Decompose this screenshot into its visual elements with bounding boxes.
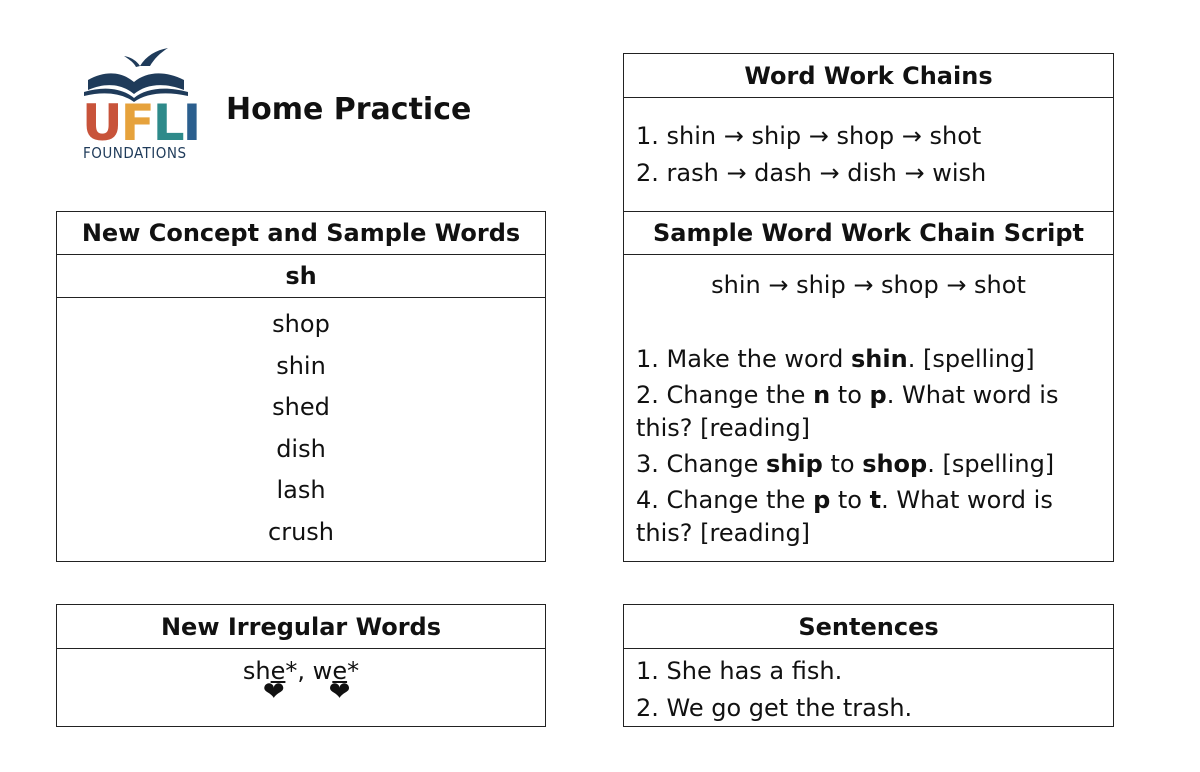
script-steps — [624, 311, 1113, 550]
list-item: shop — [272, 310, 330, 338]
concept-box — [56, 211, 546, 562]
script-step-1: 1. Make the word shin. [spelling] — [636, 345, 1035, 373]
logo-wordmark — [82, 94, 200, 152]
script-step-2: 2. Change the n to p. What word is — [636, 381, 1059, 409]
script-step-2-cont: this? [reading] — [636, 414, 811, 442]
list-item: dish — [276, 434, 326, 463]
logo-letter-u: U — [82, 94, 121, 152]
logo — [78, 44, 198, 164]
irregular-box — [56, 604, 546, 727]
concept-title: New Concept and Sample Words — [57, 212, 545, 255]
script-step-4-cont: this? [reading] — [636, 519, 811, 547]
logo-subtitle: FOUNDATIONS — [83, 144, 187, 162]
concept-pattern: sh — [57, 255, 545, 298]
irregular-word-she: she* ❤ — [242, 657, 298, 707]
script-title: Sample Word Work Chain Script — [624, 212, 1113, 255]
heart-icon: ❤ — [328, 677, 351, 707]
concept-word-list — [57, 298, 545, 559]
logo-letter-l: L — [152, 94, 183, 152]
irregular-word-we: we* ❤ — [312, 657, 360, 707]
irregular-title: New Irregular Words — [57, 605, 545, 649]
chains-list — [624, 98, 1113, 212]
irregular-separator: , — [297, 657, 313, 685]
logo-letter-f: F — [120, 94, 153, 152]
script-step-4: 4. Change the p to t. What word is — [636, 486, 1053, 514]
sentences-list — [624, 649, 1113, 727]
list-item: shed — [272, 393, 330, 421]
page-title: Home Practice — [226, 92, 472, 127]
script-step-3: 3. Change ship to shop. [spelling] — [636, 450, 1055, 478]
sentences-title: Sentences — [624, 605, 1113, 649]
sentence-line: 1. She has a fish. — [636, 657, 843, 685]
logo-letter-i: I — [182, 94, 200, 152]
chain-line: 2. rash → dash → dish → wish — [636, 159, 987, 187]
chain-line: 1. shin → ship → shop → shot — [636, 122, 982, 150]
heart-icon: ❤ — [262, 677, 285, 707]
list-item: crush — [268, 517, 334, 546]
script-chain: shin → ship → shop → shot — [711, 271, 1026, 299]
list-item: shin — [276, 351, 326, 380]
sentence-line: 2. We go get the trash. — [636, 694, 913, 722]
list-item: lash — [276, 476, 326, 504]
irregular-words — [57, 649, 545, 707]
sentences-box — [623, 604, 1114, 727]
chains-box — [623, 53, 1114, 562]
chains-title: Word Work Chains — [624, 54, 1113, 98]
